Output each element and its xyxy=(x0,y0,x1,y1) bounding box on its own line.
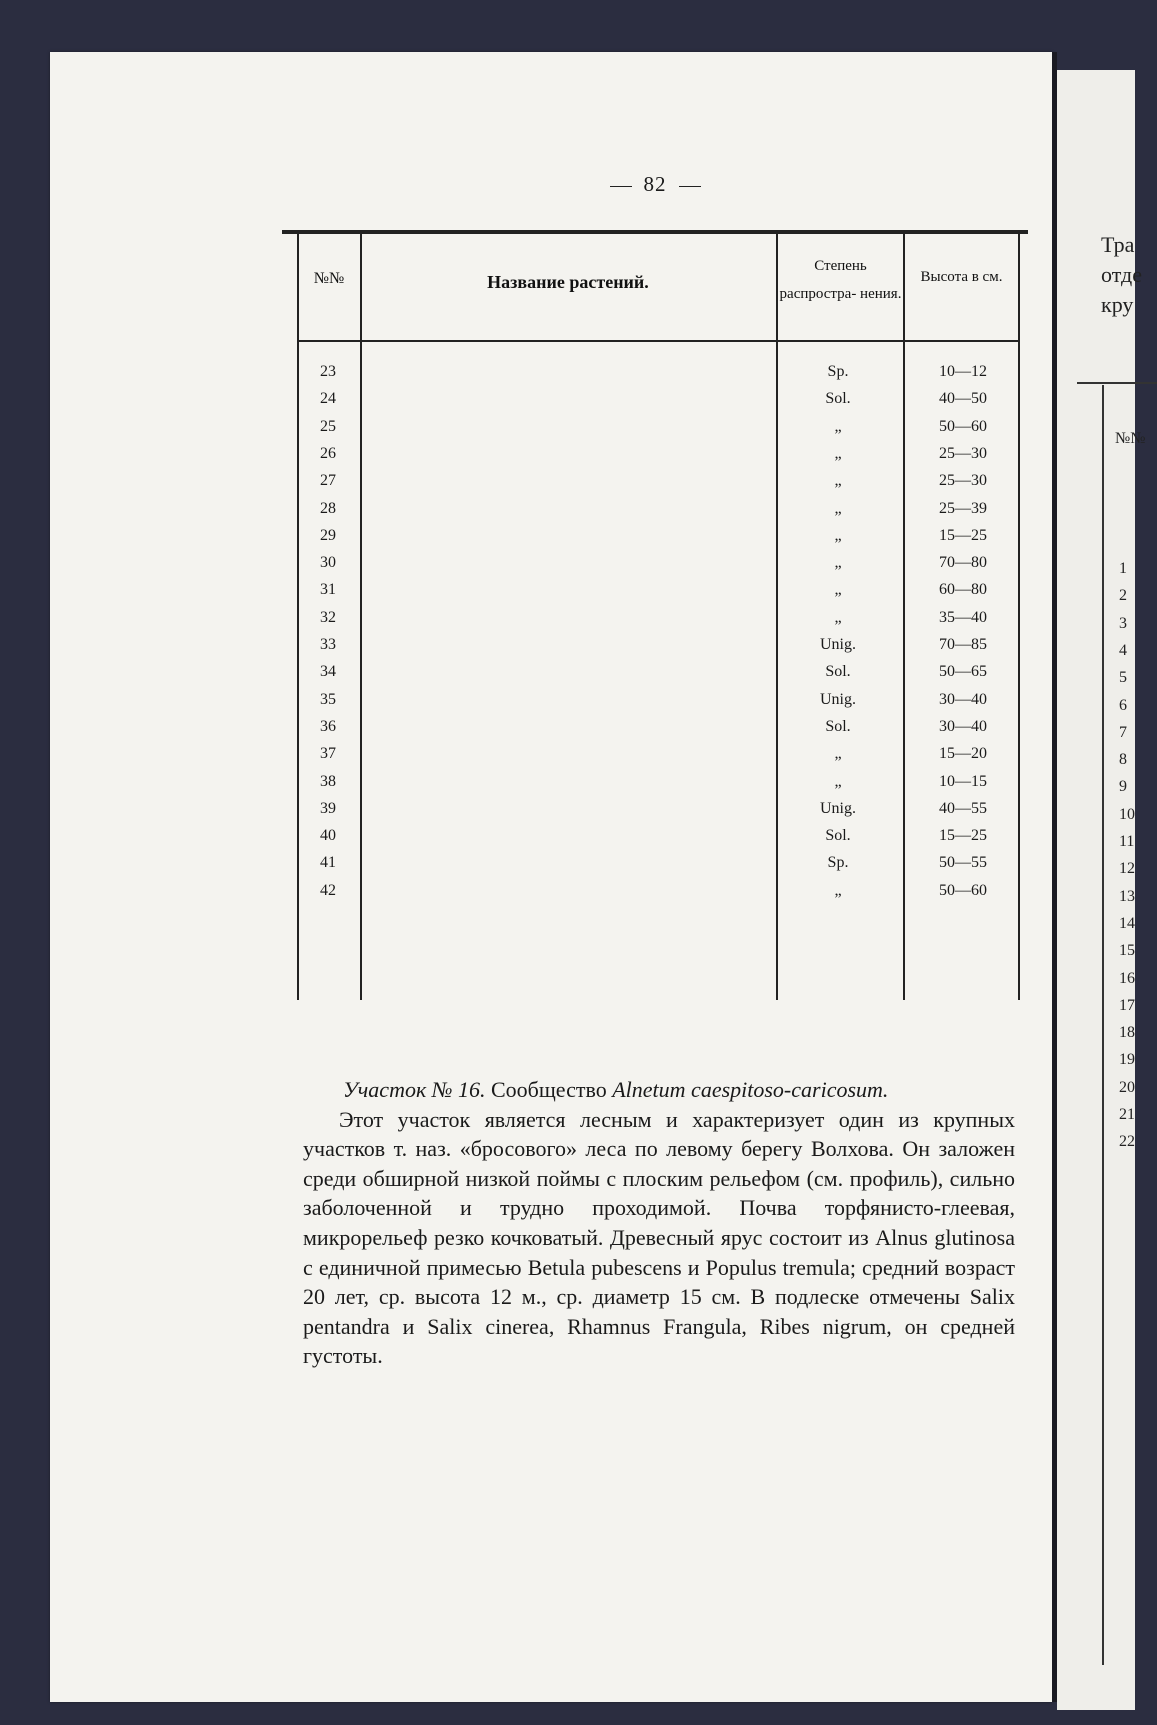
section-text xyxy=(303,1075,1015,1371)
table-top-rule xyxy=(282,230,1028,234)
adjacent-header-fragment: №№ xyxy=(1115,430,1146,447)
row-number: 27 xyxy=(320,472,336,490)
distribution-degree: Unig. xyxy=(820,636,856,653)
adjacent-row-number: 22 xyxy=(1119,1133,1135,1151)
adjacent-row-number: 18 xyxy=(1119,1024,1135,1042)
table-row xyxy=(298,718,1020,745)
distribution-degree: Sol. xyxy=(825,390,851,408)
row-number: 31 xyxy=(320,581,336,599)
adjacent-row-number: 6 xyxy=(1119,696,1127,714)
adjacent-row-number: 19 xyxy=(1119,1051,1135,1069)
plant-height: 50—65 xyxy=(939,663,987,681)
row-number: 37 xyxy=(320,745,336,763)
table-row xyxy=(298,418,1020,445)
adjacent-row-number: 3 xyxy=(1119,614,1127,632)
distribution-degree: „ xyxy=(834,581,842,599)
plant-height: 70—80 xyxy=(939,554,987,572)
plant-height: 10—12 xyxy=(939,363,987,380)
distribution-degree: „ xyxy=(834,472,842,490)
adjacent-text-fragment: кру xyxy=(1101,292,1134,317)
distribution-degree: „ xyxy=(834,608,842,626)
plant-height: 10—15 xyxy=(939,772,987,790)
table-row xyxy=(298,472,1020,499)
plant-height: 30—40 xyxy=(939,717,987,735)
distribution-degree: „ xyxy=(834,881,842,899)
plant-height: 30—40 xyxy=(939,690,987,708)
plant-table xyxy=(298,230,1020,1000)
table-row xyxy=(298,363,1020,390)
header-number: №№ xyxy=(313,270,345,287)
adjacent-table-rule xyxy=(1077,382,1157,384)
distribution-degree: Sol. xyxy=(825,717,851,735)
adjacent-text-fragment: отде xyxy=(1101,262,1142,287)
section-label: Участок № 16. xyxy=(343,1077,486,1102)
adjacent-table-line xyxy=(1102,385,1104,1665)
row-number: 40 xyxy=(320,827,336,845)
row-number: 25 xyxy=(320,417,336,435)
adjacent-page-fragment xyxy=(1057,70,1146,1710)
table-row xyxy=(298,390,1020,417)
table-row xyxy=(298,445,1020,472)
table-row xyxy=(298,609,1020,636)
distribution-degree: „ xyxy=(834,526,842,544)
distribution-degree: Unig. xyxy=(820,799,856,817)
adjacent-row-number: 1 xyxy=(1119,560,1127,577)
plant-height: 25—30 xyxy=(939,444,987,462)
distribution-degree: Sp. xyxy=(827,854,849,872)
plant-height: 15—25 xyxy=(939,526,987,544)
table-row xyxy=(298,663,1020,690)
row-number: 34 xyxy=(320,663,336,681)
plant-height: 50—60 xyxy=(939,417,987,435)
row-number: 41 xyxy=(320,854,336,872)
header-plant-name: Название растений. xyxy=(487,272,649,292)
plant-height: 25—30 xyxy=(939,472,987,490)
adjacent-text-fragment: Тра xyxy=(1101,232,1135,257)
header-height: Высота в см. xyxy=(920,269,1003,285)
row-number: 33 xyxy=(320,636,336,653)
section-paragraph: Этот участок является лесным и характеризует один из крупных участков т. наз. «бросового» леса по левому берегу Волхова. Он заложен среди обширной низкой поймы с плоским рельефом (см. профиль), сильно заболоченной и трудно проходимой. Почва торфянисто-глеевая, микрорельеф резко кочковатый. Древесный ярус состоит из Alnus glutinosa с единичной примесью Betula pubescens и Populus tremula; средний возраст 20 лет, ср. высота 12 м., ср. диаметр 15 см. В подлеске отмечены Salix pentandra и Salix cinerea, Rhamnus Frangula, Ribes nigrum, он средней густоты. xyxy=(303,1106,1015,1369)
adjacent-row-number: 16 xyxy=(1119,969,1135,987)
adjacent-row-number: 7 xyxy=(1119,723,1127,741)
section-latin-name: Alnetum caespitoso-caricosum. xyxy=(612,1077,889,1102)
plant-height: 15—25 xyxy=(939,827,987,845)
table-row xyxy=(298,527,1020,554)
adjacent-row-number: 21 xyxy=(1119,1106,1135,1123)
row-number: 26 xyxy=(320,444,336,462)
row-number: 24 xyxy=(320,390,336,408)
adjacent-row-number: 8 xyxy=(1119,751,1127,769)
row-number: 42 xyxy=(320,881,336,899)
plant-height: 35—40 xyxy=(939,608,987,626)
row-number: 29 xyxy=(320,526,336,544)
distribution-degree: „ xyxy=(834,745,842,763)
table-row xyxy=(298,581,1020,608)
distribution-degree: Unig. xyxy=(820,690,856,708)
adjacent-row-number: 12 xyxy=(1119,860,1135,878)
distribution-degree: „ xyxy=(834,554,842,572)
adjacent-row-number: 5 xyxy=(1119,669,1127,687)
distribution-degree: „ xyxy=(834,772,842,790)
adjacent-row-number: 10 xyxy=(1119,805,1135,823)
table-row xyxy=(298,500,1020,527)
table-row xyxy=(298,554,1020,581)
plant-height: 50—60 xyxy=(939,881,987,899)
adjacent-row-number: 17 xyxy=(1119,996,1135,1014)
row-number: 28 xyxy=(320,499,336,517)
plant-height: 15—20 xyxy=(939,745,987,763)
section-heading-text: Сообщество xyxy=(490,1077,607,1102)
adjacent-row-number: 20 xyxy=(1119,1078,1135,1096)
adjacent-row-number: 13 xyxy=(1119,887,1135,905)
header-degree: Степень распростра- нения. xyxy=(779,258,902,302)
distribution-degree: „ xyxy=(834,444,842,462)
adjacent-row-number: 11 xyxy=(1119,833,1135,850)
table-row xyxy=(298,636,1020,663)
row-number: 38 xyxy=(320,772,336,790)
plant-height: 70—85 xyxy=(939,636,987,653)
table-header-rule xyxy=(298,340,1020,342)
distribution-degree: Sol. xyxy=(825,827,851,845)
table-row xyxy=(298,745,1020,772)
distribution-degree: „ xyxy=(834,417,842,435)
adjacent-row-number: 2 xyxy=(1119,587,1127,605)
table-row xyxy=(298,800,1020,827)
row-number: 36 xyxy=(320,717,336,735)
adjacent-row-number: 14 xyxy=(1119,914,1135,932)
adjacent-row-number: 15 xyxy=(1119,942,1135,960)
plant-height: 60—80 xyxy=(939,581,987,599)
table-row xyxy=(298,773,1020,800)
plant-height: 40—50 xyxy=(939,390,987,408)
page-number: 82 xyxy=(560,172,750,197)
row-number: 39 xyxy=(320,799,336,817)
table-row xyxy=(298,882,1020,909)
plant-height: 40—55 xyxy=(939,799,987,817)
distribution-degree: Sol. xyxy=(825,663,851,681)
adjacent-row-number: 9 xyxy=(1119,778,1127,796)
adjacent-row-number: 4 xyxy=(1119,641,1127,659)
distribution-degree: Sp. xyxy=(827,363,849,380)
section-heading xyxy=(303,1075,1015,1105)
row-number: 32 xyxy=(320,608,336,626)
table-row xyxy=(298,854,1020,881)
plant-height: 50—55 xyxy=(939,854,987,872)
table-row xyxy=(298,691,1020,718)
table-row xyxy=(298,827,1020,854)
row-number: 23 xyxy=(320,363,336,380)
row-number: 30 xyxy=(320,554,336,572)
row-number: 35 xyxy=(320,690,336,708)
distribution-degree: „ xyxy=(834,499,842,517)
plant-height: 25—39 xyxy=(939,499,987,517)
